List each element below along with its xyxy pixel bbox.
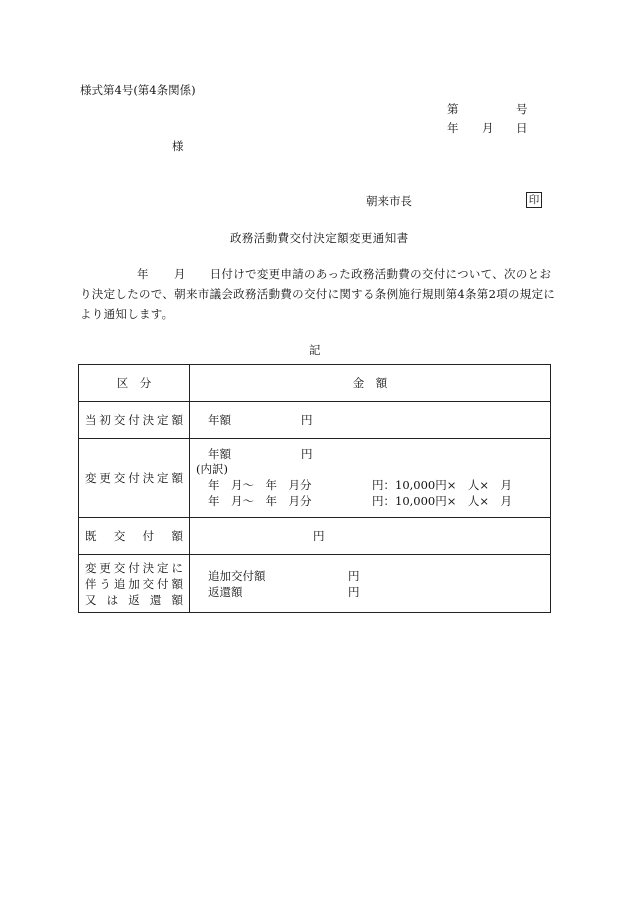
- label-char: 額: [171, 471, 183, 485]
- additional-label-line3: [79, 592, 189, 608]
- seal-mark: 印: [526, 192, 542, 208]
- label-char: 額: [171, 413, 183, 427]
- body-year: 年: [137, 267, 149, 281]
- initial-yen-unit: 円: [301, 413, 313, 427]
- date-year: 年: [447, 121, 459, 135]
- label-char: 変: [85, 471, 97, 485]
- additional-label-line2: [79, 576, 189, 592]
- add-amount-label: 追加交付額: [208, 568, 266, 583]
- label-char: 更: [99, 560, 111, 575]
- form-number: 様式第4号(第4条関係): [80, 83, 196, 97]
- label-char: う: [99, 576, 111, 591]
- label-char: 付: [128, 560, 140, 575]
- header-amount: 金 額: [352, 376, 388, 390]
- breakdown-row1-period: 年 月～ 年 月分: [208, 478, 312, 492]
- label-char: 決: [142, 560, 155, 575]
- label-char: に: [171, 560, 183, 575]
- label-char: 変: [85, 560, 97, 575]
- label-char: 定: [157, 560, 169, 575]
- label-char: 定: [157, 471, 169, 485]
- body-paragraph: [80, 264, 554, 324]
- label-char: 交: [142, 576, 155, 591]
- initial-row: [79, 402, 551, 439]
- breakdown-row2-calc: 円：10,000円× 人× 月: [372, 494, 513, 508]
- date-day: 日: [516, 121, 528, 135]
- body-month: 月: [173, 267, 186, 281]
- label-char: 決: [142, 471, 155, 485]
- label-char: 更: [99, 471, 111, 485]
- changed-annual-label: 年額: [208, 447, 231, 461]
- label-char: 付: [142, 529, 155, 543]
- breakdown-row1-calc: 円：10,000円× 人× 月: [372, 478, 513, 492]
- header-category-cell: [79, 365, 190, 402]
- initial-value-cell: [190, 402, 551, 439]
- label-char: 交: [113, 560, 126, 575]
- initial-label: [79, 412, 189, 428]
- already-yen-unit: 円: [313, 529, 325, 543]
- additional-value-cell: [190, 555, 551, 613]
- changed-value-cell: [190, 439, 551, 518]
- label-char: 額: [171, 529, 183, 543]
- label-char: 伴: [85, 576, 97, 591]
- doc-number-suffix: 号: [516, 102, 528, 116]
- body-line-2: り決定したので、朝来市議会政務活動費の交付に関する条例施行規則第4条第2項の規定に: [80, 287, 556, 301]
- label-char: 既: [85, 529, 97, 543]
- initial-label-cell: [79, 402, 190, 439]
- label-char: 加: [128, 576, 140, 591]
- already-value-cell: [190, 518, 551, 555]
- initial-annual-label: 年額: [208, 413, 231, 427]
- label-char: 初: [99, 413, 111, 427]
- header-category: 区 分: [116, 376, 152, 390]
- already-label-cell: [79, 518, 190, 555]
- add-amount-yen: 円: [348, 568, 360, 583]
- label-char: 額: [171, 592, 183, 607]
- label-char: 又: [85, 592, 97, 607]
- body-line-1-rest: 日付けで変更申請のあった政務活動費の交付について、次のとお: [209, 267, 552, 281]
- label-char: 還: [149, 592, 162, 607]
- additional-label-cell: [79, 555, 190, 613]
- label-char: 定: [157, 413, 169, 427]
- label-char: 付: [128, 471, 140, 485]
- additional-row: [79, 555, 551, 613]
- label-char: 返: [128, 592, 140, 607]
- label-char: 交: [113, 529, 126, 543]
- sender-name: 朝来市長: [366, 194, 412, 208]
- changed-label: [79, 470, 189, 486]
- label-char: 決: [142, 413, 155, 427]
- table-header-row: [79, 365, 551, 402]
- document-title: 政務活動費交付決定額変更通知書: [230, 231, 409, 245]
- addressee-honorific: 様: [172, 139, 184, 153]
- date-month: 月: [482, 121, 494, 135]
- label-char: 交: [113, 413, 126, 427]
- changed-label-cell: [79, 439, 190, 518]
- label-char: 付: [157, 576, 169, 591]
- breakdown-label: (内訳): [196, 462, 228, 476]
- ki-heading: 記: [309, 343, 321, 357]
- header-amount-cell: [190, 365, 551, 402]
- return-amount-label: 返還額: [208, 584, 243, 599]
- changed-yen-unit: 円: [301, 447, 313, 461]
- already-row: [79, 518, 551, 555]
- return-amount-yen: 円: [348, 584, 360, 599]
- label-char: 交: [113, 471, 126, 485]
- breakdown-row2-period: 年 月～ 年 月分: [208, 494, 312, 508]
- label-char: 額: [171, 576, 183, 591]
- label-char: 当: [85, 413, 97, 427]
- changed-row: [79, 439, 551, 518]
- doc-number-prefix: 第: [447, 102, 459, 116]
- body-line-3: より通知します。: [80, 307, 174, 321]
- label-char: 付: [128, 413, 140, 427]
- amount-table: [78, 364, 551, 613]
- label-char: 追: [113, 576, 126, 591]
- label-char: は: [106, 592, 119, 607]
- body-line-1: [80, 264, 554, 284]
- additional-label-line1: [79, 560, 189, 576]
- already-label: [79, 528, 189, 544]
